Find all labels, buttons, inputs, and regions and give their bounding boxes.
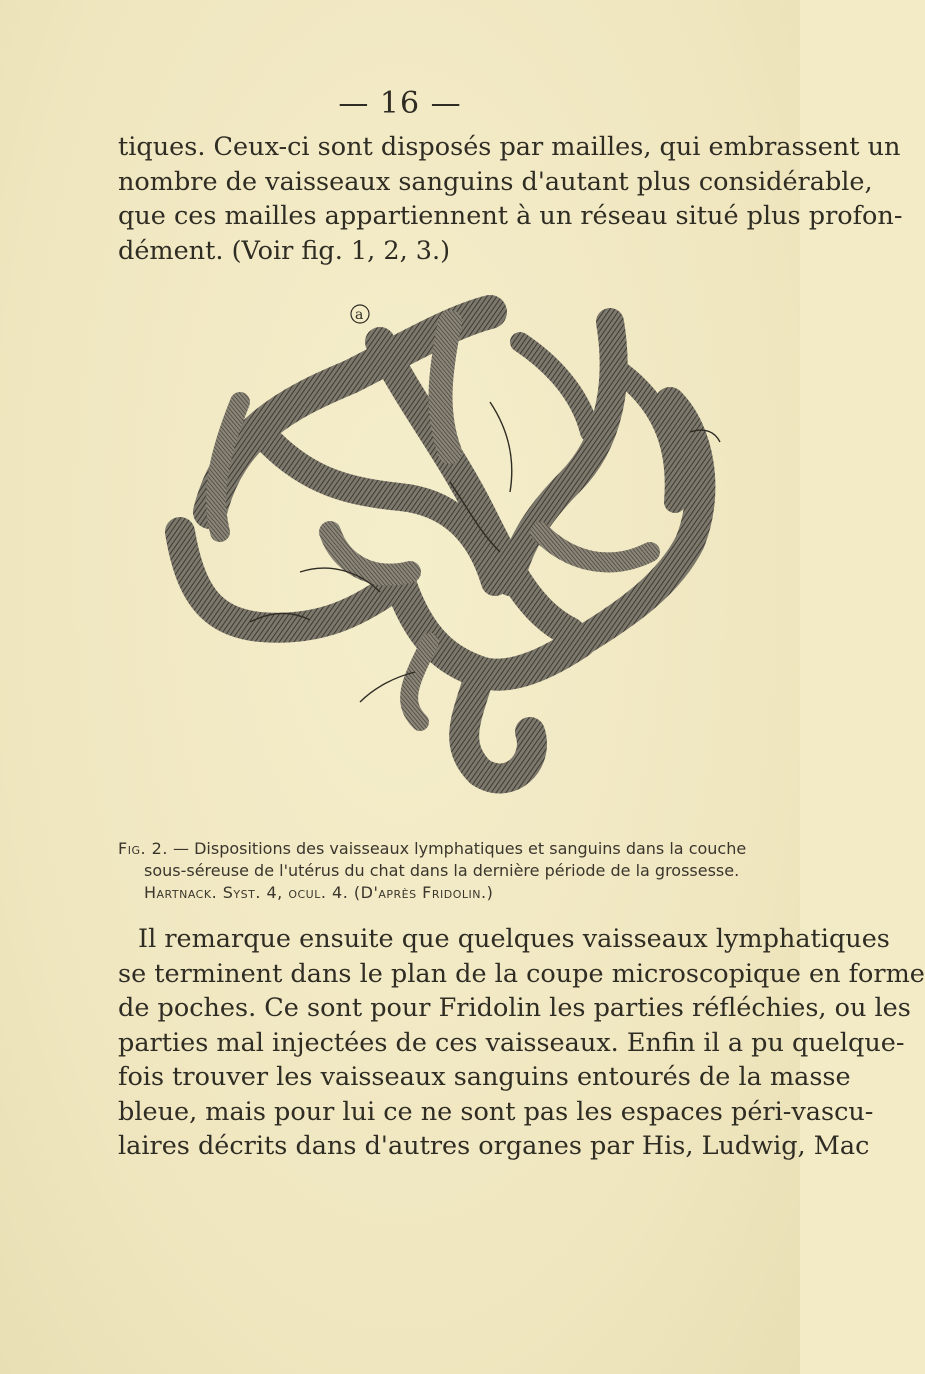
figure-caption	[118, 838, 768, 904]
text-line: nombre de vaisseaux sanguins d'autant plus considérable,	[118, 166, 873, 197]
text-line: que ces mailles appartiennent à un réseau situé plus profon-	[118, 201, 903, 231]
caption-line: Hartnack. Syst. 4, ocul. 4. (D'après Fridolin.)	[144, 883, 494, 902]
text-line: parties mal injectées de ces vaisseaux. Enfin il a pu quelque-	[118, 1027, 905, 1058]
figure-label: Fig. 2.	[118, 839, 168, 858]
figure-label-a	[351, 305, 369, 323]
text-line: fois trouver les vaisseaux sanguins entourés de la masse	[118, 1062, 851, 1092]
text-line: tiques. Ceux-ci sont disposés par mailles, qui embrassent un	[118, 132, 901, 162]
text-line: de poches. Ce sont pour Fridolin les parties réfléchies, ou les	[118, 993, 911, 1023]
paragraph-top	[118, 130, 903, 268]
text-line: bleue, mais pour lui ce ne sont pas les espaces péri-vascu-	[118, 1096, 874, 1127]
paragraph-bottom	[118, 922, 925, 1164]
figure-vessel-network-illustration	[150, 282, 725, 812]
text-line: dément. (Voir fig. 1, 2, 3.)	[118, 235, 451, 266]
svg-text:a: a	[355, 307, 364, 323]
page-number: — 16 —	[338, 86, 462, 121]
caption-line: sous-séreuse de l'utérus du chat dans la dernière période de la grossesse.	[144, 861, 740, 880]
text-line: se terminent dans le plan de la coupe microscopique en forme	[118, 958, 925, 989]
caption-line: — Dispositions des vaisseaux lymphatiques et sanguins dans la couche	[173, 839, 747, 858]
text-line: laires décrits dans d'autres organes par His, Ludwig, Mac	[118, 1131, 870, 1161]
text-line: Il remarque ensuite que quelques vaisseaux lymphatiques	[138, 924, 890, 954]
